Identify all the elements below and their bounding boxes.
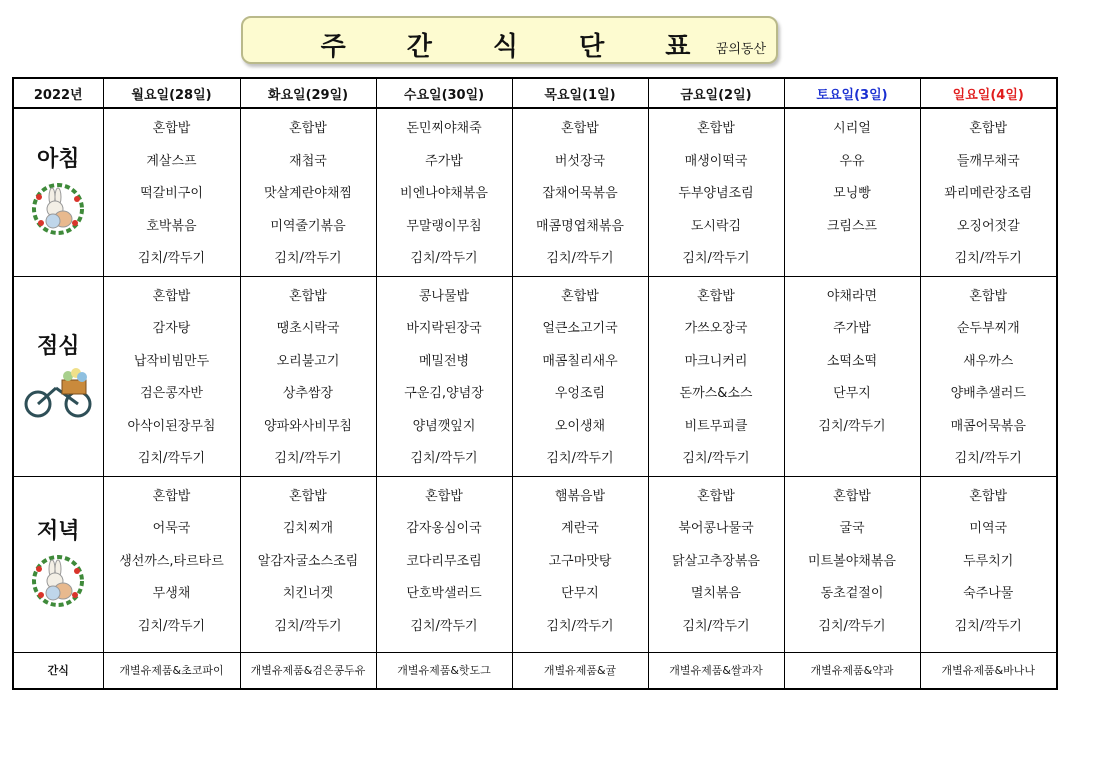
menu-item: 오리불고기 bbox=[276, 353, 340, 369]
breakfast-sun bbox=[920, 108, 1057, 276]
menu-item: 김치찌개 bbox=[282, 521, 334, 536]
dinner-fri bbox=[648, 476, 784, 652]
meal-label-dinner bbox=[13, 476, 103, 652]
menu-item: 무생채 bbox=[152, 586, 191, 601]
menu-item: 감자탕 bbox=[152, 321, 191, 336]
menu-item: 미역국 bbox=[969, 521, 1008, 536]
meal-row-lunch bbox=[13, 276, 1057, 476]
menu-item: 우유 bbox=[839, 153, 865, 169]
menu-item: 돈까스&소스 bbox=[679, 386, 753, 401]
menu-item: 도시락김 bbox=[690, 218, 742, 234]
menu-item: 매콤칠리새우 bbox=[542, 353, 618, 369]
snack-label: 간식 bbox=[13, 652, 103, 689]
menu-item: 크림스프 bbox=[826, 218, 878, 234]
menu-item: 혼합밥 bbox=[969, 121, 1008, 136]
menu-item: 땡초시락국 bbox=[276, 321, 340, 336]
meal-label-lunch bbox=[13, 276, 103, 476]
menu-item: 계살스프 bbox=[146, 153, 197, 169]
breakfast-sat bbox=[784, 108, 920, 276]
menu-item: 김치/깍두기 bbox=[137, 618, 206, 634]
menu-item: 미역줄기볶음 bbox=[270, 218, 346, 234]
menu-item: 양배추샐러드 bbox=[950, 386, 1026, 401]
menu-item: 북어콩나물국 bbox=[678, 521, 754, 536]
menu-item: 혼합밥 bbox=[152, 288, 191, 304]
menu-item: 호박볶음 bbox=[146, 218, 197, 234]
menu-item: 숙주나물 bbox=[963, 586, 1014, 601]
menu-item: 단호박샐러드 bbox=[406, 586, 482, 601]
menu-item: 단무지 bbox=[833, 386, 871, 401]
menu-item: 두루치기 bbox=[963, 553, 1014, 569]
menu-item: 들깨무채국 bbox=[956, 153, 1020, 169]
menu-item: 혼합밥 bbox=[561, 288, 599, 304]
lunch-sun bbox=[920, 276, 1057, 476]
dinner-wed bbox=[376, 476, 512, 652]
menu-item: 김치/깍두기 bbox=[546, 251, 614, 266]
menu-item: 김치/깍두기 bbox=[954, 618, 1022, 634]
menu-item: 아삭이된장무침 bbox=[127, 418, 216, 434]
menu-item: 김치/깍두기 bbox=[682, 251, 750, 266]
menu-item: 감자옹심이국 bbox=[406, 521, 482, 536]
menu-item: 구운김,양념장 bbox=[404, 386, 484, 401]
menu-item: 김치/깍두기 bbox=[546, 618, 614, 634]
year-header: 2022년 bbox=[13, 78, 103, 108]
snack-fri: 개별유제품&쌀과자 bbox=[648, 652, 784, 689]
day-header-sun: 일요일(4일) bbox=[920, 78, 1057, 108]
menu-item: 김치/깍두기 bbox=[546, 451, 614, 466]
menu-item: 가쓰오장국 bbox=[684, 321, 748, 336]
menu-item: 김치/깍두기 bbox=[410, 618, 478, 634]
snack-sun: 개별유제품&바나나 bbox=[920, 652, 1057, 689]
header-row bbox=[13, 78, 1057, 108]
snack-thu: 개별유제품&귤 bbox=[512, 652, 648, 689]
dinner-sat bbox=[784, 476, 920, 652]
lunch-fri bbox=[648, 276, 784, 476]
snack-tue: 개별유제품&검은콩두유 bbox=[240, 652, 376, 689]
day-header-tue: 화요일(29일) bbox=[240, 78, 376, 108]
weekly-menu-table bbox=[12, 77, 1058, 690]
menu-item: 우엉조림 bbox=[554, 386, 606, 401]
menu-item: 돈민찌야채죽 bbox=[406, 121, 482, 136]
menu-item: 혼합밥 bbox=[289, 121, 327, 136]
menu-item: 양파와사비무침 bbox=[264, 418, 352, 434]
menu-item: 매콤명엽채볶음 bbox=[536, 218, 624, 234]
menu-item: 매콤어묵볶음 bbox=[950, 418, 1026, 434]
menu-item: 김치/깍두기 bbox=[954, 251, 1022, 266]
breakfast-thu bbox=[512, 108, 648, 276]
menu-item: 혼합밥 bbox=[697, 121, 735, 136]
menu-item: 햄볶음밥 bbox=[554, 488, 606, 504]
menu-item: 김치/깍두기 bbox=[410, 251, 478, 266]
lunch-thu bbox=[512, 276, 648, 476]
menu-item: 혼합밥 bbox=[152, 488, 191, 504]
snack-wed: 개별유제품&핫도그 bbox=[376, 652, 512, 689]
menu-item bbox=[785, 243, 920, 276]
menu-item: 미트볼야채볶음 bbox=[808, 553, 896, 569]
menu-item: 코다리무조림 bbox=[406, 553, 482, 569]
lunch-sat bbox=[784, 276, 920, 476]
lunch-mon bbox=[103, 276, 240, 476]
menu-item: 매생이떡국 bbox=[684, 153, 748, 169]
menu-item: 모닝빵 bbox=[833, 186, 871, 201]
lunch-tue bbox=[240, 276, 376, 476]
menu-item: 혼합밥 bbox=[152, 121, 191, 136]
menu-item: 김치/깍두기 bbox=[274, 251, 342, 266]
menu-item: 순두부찌개 bbox=[956, 321, 1020, 336]
menu-item: 야채라면 bbox=[826, 288, 878, 304]
day-header-sat: 토요일(3일) bbox=[784, 78, 920, 108]
menu-item: 새우까스 bbox=[963, 353, 1014, 369]
menu-item: 생선까스,타르타르 bbox=[119, 553, 224, 569]
menu-item: 알감자굴소스조림 bbox=[257, 553, 359, 569]
menu-item: 닭살고추장볶음 bbox=[672, 553, 760, 569]
menu-item: 치킨너겟 bbox=[282, 586, 334, 601]
menu-item: 김치/깍두기 bbox=[818, 618, 886, 634]
breakfast-wed bbox=[376, 108, 512, 276]
bunny-wreath-icon bbox=[27, 179, 89, 243]
menu-item: 계란국 bbox=[561, 521, 599, 536]
menu-item: 단무지 bbox=[561, 586, 599, 601]
menu-item: 김치/깍두기 bbox=[410, 451, 478, 466]
menu-item: 김치/깍두기 bbox=[137, 451, 206, 466]
menu-item bbox=[785, 443, 920, 476]
menu-item: 맛살계란야채찜 bbox=[264, 186, 352, 201]
menu-item: 꽈리메란장조림 bbox=[944, 186, 1033, 201]
menu-item: 콩나물밥 bbox=[418, 288, 470, 304]
menu-item: 김치/깍두기 bbox=[954, 451, 1022, 466]
dinner-mon bbox=[103, 476, 240, 652]
menu-item: 혼합밥 bbox=[289, 288, 327, 304]
title-banner bbox=[241, 16, 778, 64]
menu-item: 검은콩자반 bbox=[140, 386, 203, 401]
menu-item: 김치/깍두기 bbox=[274, 618, 342, 634]
menu-item: 마크니커리 bbox=[684, 353, 748, 369]
menu-item: 김치/깍두기 bbox=[274, 451, 342, 466]
lunch-wed bbox=[376, 276, 512, 476]
menu-item: 소떡소떡 bbox=[826, 353, 878, 369]
snack-mon: 개별유제품&초코파이 bbox=[103, 652, 240, 689]
dinner-sun bbox=[920, 476, 1057, 652]
meal-row-breakfast bbox=[13, 108, 1057, 276]
menu-item: 멸치볶음 bbox=[690, 586, 742, 601]
menu-item: 혼합밥 bbox=[969, 288, 1008, 304]
snack-row bbox=[13, 652, 1057, 689]
meal-name: 점심 bbox=[36, 333, 80, 359]
menu-item: 혼합밥 bbox=[969, 488, 1008, 504]
menu-item: 오이생채 bbox=[554, 418, 606, 434]
menu-item: 두부양념조림 bbox=[678, 186, 754, 201]
day-header-mon: 월요일(28일) bbox=[103, 78, 240, 108]
menu-item: 오징어젓갈 bbox=[956, 218, 1020, 234]
menu-item: 바지락된장국 bbox=[406, 321, 482, 336]
breakfast-mon bbox=[103, 108, 240, 276]
breakfast-tue bbox=[240, 108, 376, 276]
menu-item: 김치/깍두기 bbox=[682, 451, 750, 466]
menu-item: 김치/깍두기 bbox=[818, 418, 886, 434]
day-header-thu: 목요일(1일) bbox=[512, 78, 648, 108]
snack-sat: 개별유제품&약과 bbox=[784, 652, 920, 689]
menu-item: 혼합밥 bbox=[697, 288, 735, 304]
menu-item: 버섯장국 bbox=[554, 153, 606, 169]
meal-name: 아침 bbox=[36, 146, 80, 172]
menu-item: 김치/깍두기 bbox=[682, 618, 750, 634]
day-header-fri: 금요일(2일) bbox=[648, 78, 784, 108]
meal-row-dinner bbox=[13, 476, 1057, 652]
menu-item: 떡갈비구이 bbox=[140, 186, 203, 201]
bunny-wreath-icon bbox=[27, 551, 89, 615]
breakfast-fri bbox=[648, 108, 784, 276]
menu-item: 재첩국 bbox=[289, 153, 327, 169]
menu-item: 무말랭이무침 bbox=[406, 218, 482, 234]
menu-item: 김치/깍두기 bbox=[137, 251, 206, 266]
menu-item: 주가밥 bbox=[833, 321, 871, 336]
menu-item: 양념깻잎지 bbox=[412, 418, 476, 434]
menu-item: 얼큰소고기국 bbox=[542, 321, 618, 336]
menu-item: 혼합밥 bbox=[425, 488, 463, 504]
menu-item: 고구마맛탕 bbox=[548, 553, 612, 569]
menu-item: 혼합밥 bbox=[289, 488, 327, 504]
flower-bicycle-icon bbox=[22, 366, 94, 424]
meal-label-breakfast bbox=[13, 108, 103, 276]
menu-item: 동초겉절이 bbox=[820, 586, 884, 601]
dinner-thu bbox=[512, 476, 648, 652]
menu-item: 메밀전병 bbox=[418, 353, 470, 369]
menu-item: 비트무피클 bbox=[684, 418, 748, 434]
dinner-tue bbox=[240, 476, 376, 652]
menu-item: 어묵국 bbox=[152, 521, 191, 536]
menu-item: 시리얼 bbox=[833, 121, 871, 136]
organization-name: 꿈의동산 bbox=[715, 42, 766, 57]
page-title: 주 간 식 단 표 bbox=[320, 32, 717, 62]
menu-item: 혼합밥 bbox=[561, 121, 599, 136]
menu-item: 납작비빔만두 bbox=[133, 353, 210, 369]
day-header-wed: 수요일(30일) bbox=[376, 78, 512, 108]
menu-item: 비엔나야채볶음 bbox=[400, 186, 488, 201]
menu-item: 상추쌈장 bbox=[282, 386, 334, 401]
meal-name: 저녁 bbox=[36, 518, 80, 544]
menu-item: 주가밥 bbox=[425, 153, 463, 169]
menu-item: 혼합밥 bbox=[833, 488, 871, 504]
menu-item: 혼합밥 bbox=[697, 488, 735, 504]
menu-item: 잡채어묵볶음 bbox=[542, 186, 618, 201]
menu-item: 굴국 bbox=[839, 521, 865, 536]
